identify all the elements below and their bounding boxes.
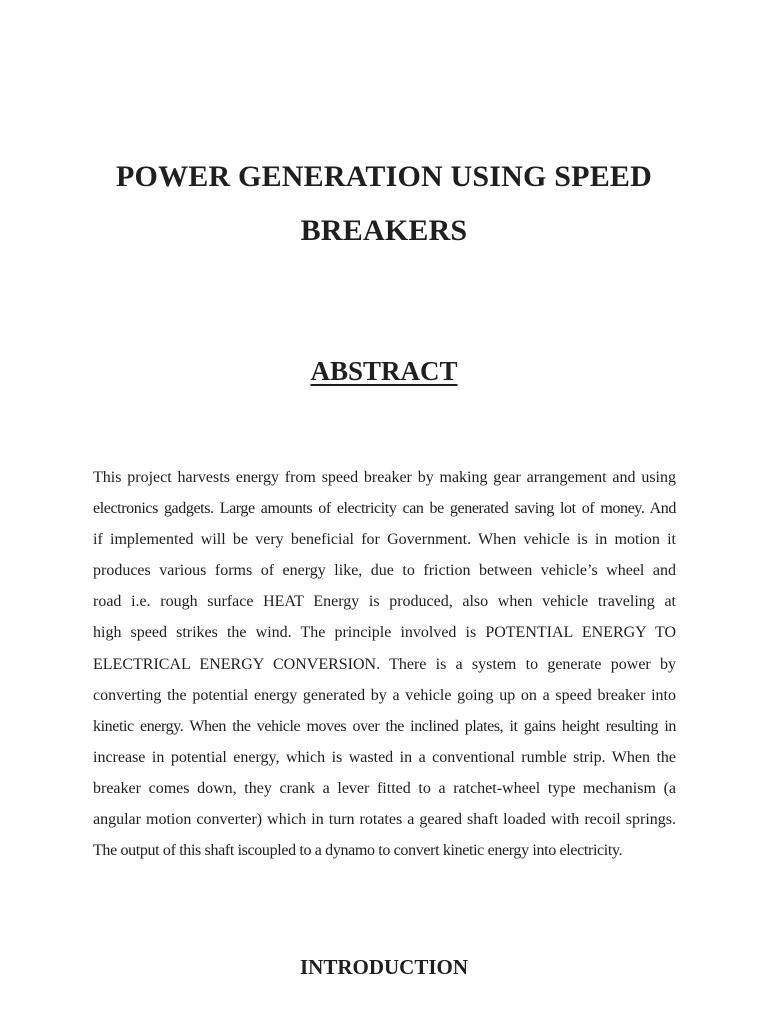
page-title	[0, 150, 768, 258]
abstract-line: high speed strikes the wind. The principle involved is POTENTIAL ENERGY TO	[93, 624, 676, 642]
abstract-line: electronics gadgets. Large amounts of electricity can be generated saving lot of money. And	[93, 500, 676, 518]
abstract-line: increase in potential energy, which is wasted in a conventional rumble strip. When the	[93, 748, 676, 766]
abstract-line: produces various forms of energy like, due to friction between vehicle’s wheel and	[93, 562, 676, 580]
title-line-2: BREAKERS	[300, 214, 468, 247]
abstract-line: This project harvests energy from speed breaker by making gear arrangement and using	[93, 469, 676, 486]
abstract-line: angular motion converter) which in turn rotates a geared shaft loaded with recoil springs.	[93, 811, 676, 829]
title-line-1: POWER GENERATION USING SPEED	[116, 160, 652, 193]
abstract-line: road i.e. rough surface HEAT Energy is produced, also when vehicle traveling at	[93, 593, 676, 611]
abstract-line: converting the potential energy generated by a vehicle going up on a speed breaker into	[93, 686, 676, 704]
abstract-line: ELECTRICAL ENERGY CONVERSION. There is a system to generate power by	[93, 655, 676, 673]
abstract-line: The output of this shaft iscoupled to a dynamo to convert kinetic energy into electricity.	[93, 842, 623, 860]
abstract-line: if implemented will be very beneficial for Government. When vehicle is in motion it	[93, 531, 676, 549]
abstract-line: kinetic energy. When the vehicle moves over the inclined plates, it gains height resulting in	[93, 717, 676, 735]
abstract-heading: ABSTRACT	[310, 356, 458, 386]
abstract-paragraph	[93, 462, 676, 866]
abstract-line: breaker comes down, they crank a lever fitted to a ratchet-wheel type mechanism (a	[93, 779, 676, 797]
introduction-heading: INTRODUCTION	[299, 955, 469, 979]
